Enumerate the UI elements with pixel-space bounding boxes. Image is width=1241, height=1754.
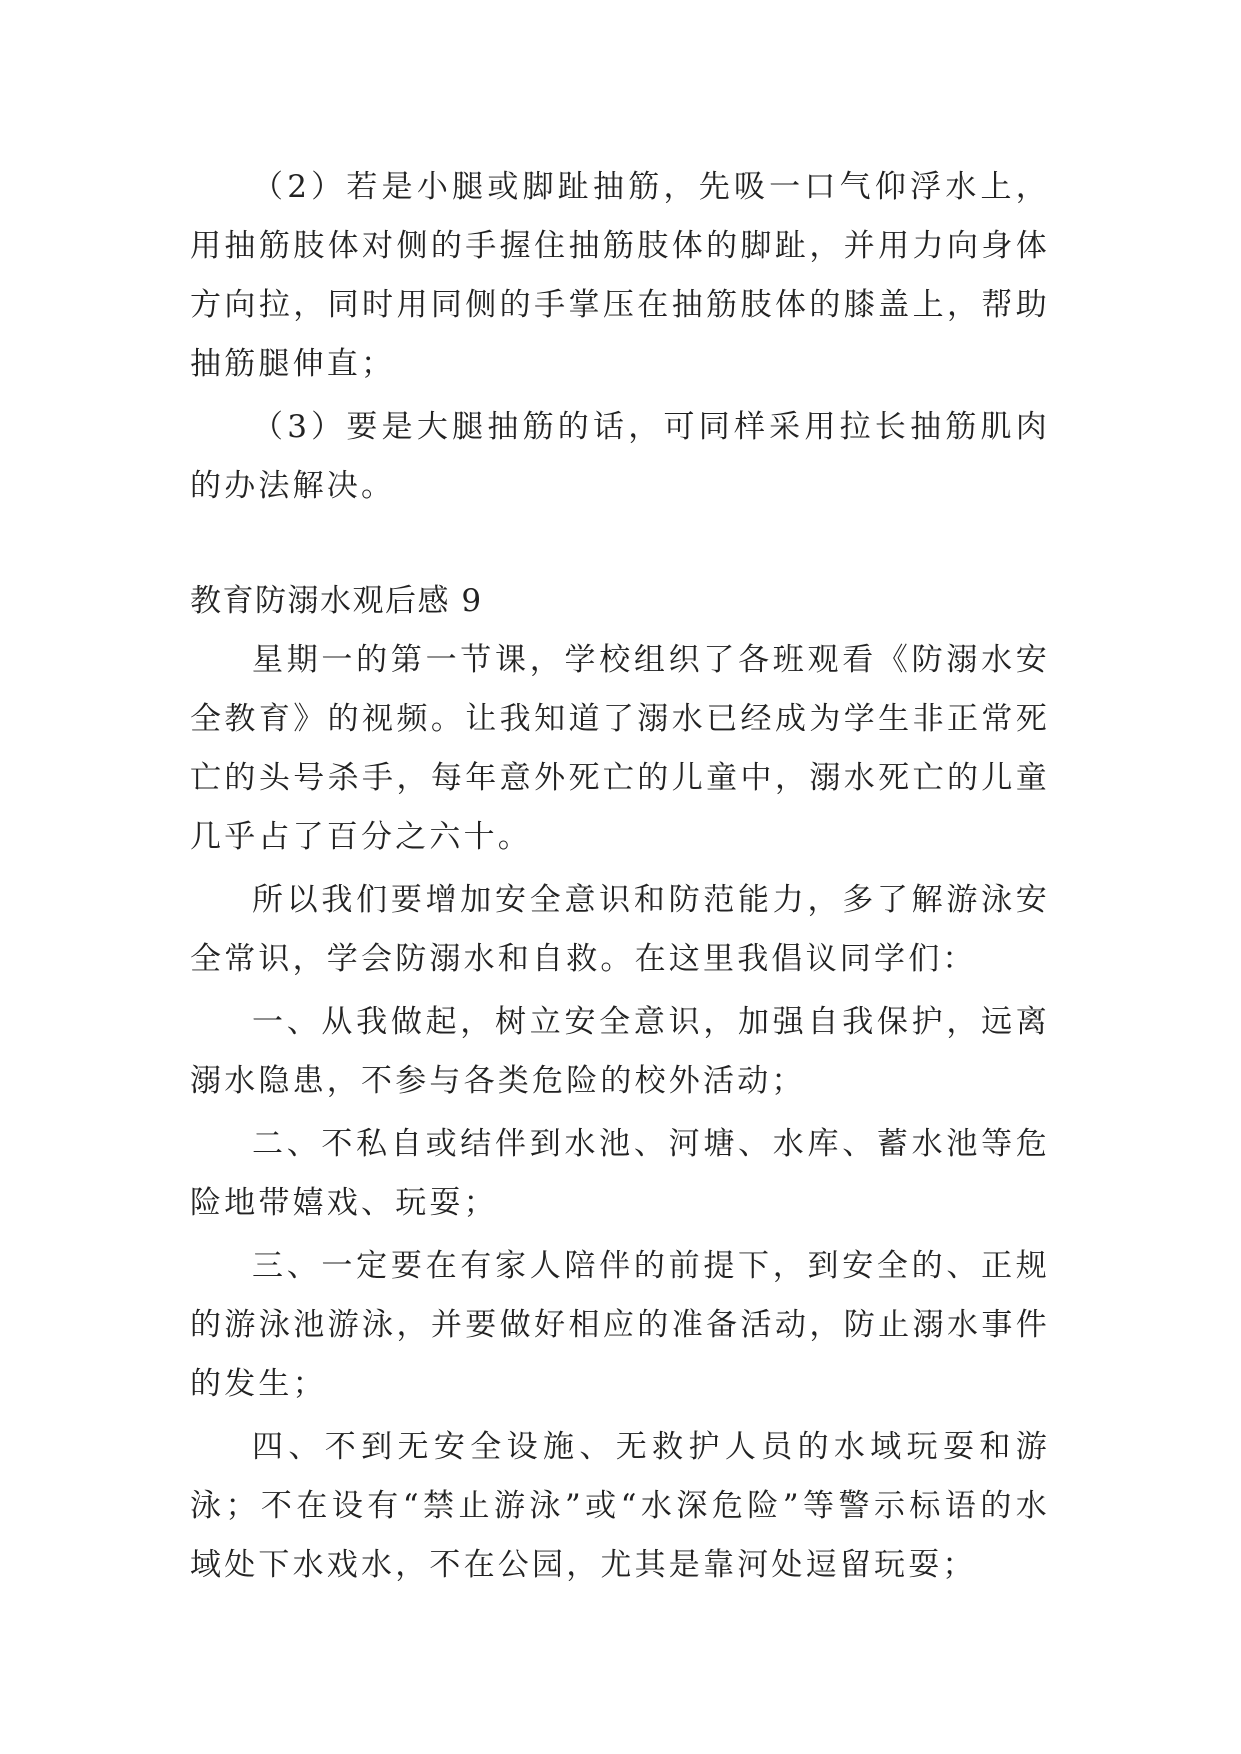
paragraph-item-4: 四、不到无安全设施、无救护人员的水域玩耍和游泳；不在设有“禁止游泳”或“水深危险”等警示标语的水域处下水戏水，不在公园，尤其是靠河处逗留玩耍； xyxy=(190,1429,1050,1583)
paragraph-intro: 星期一的第一节课，学校组织了各班观看《防溺水安全教育》的视频。让我知道了溺水已经成为学生非正常死亡的头号杀手，每年意外死亡的儿童中，溺水死亡的儿童几乎占了百分之六十。 xyxy=(190,642,1050,855)
paragraph-appeal: 所以我们要增加安全意识和防范能力，多了解游泳安全常识，学会防溺水和自救。在这里我倡议同学们： xyxy=(190,882,1050,977)
paragraph-item-2: 二、不私自或结伴到水池、河塘、水库、蓄水池等危险地带嬉戏、玩耍； xyxy=(190,1126,1050,1221)
paragraph-thigh-cramp: （3）要是大腿抽筋的话，可同样采用拉长抽筋肌肉的办法解决。 xyxy=(190,409,1050,504)
paragraph-leg-cramp: （2）若是小腿或脚趾抽筋，先吸一口气仰浮水上，用抽筋肢体对侧的手握住抽筋肢体的脚趾，并用力向身体方向拉，同时用同侧的手掌压在抽筋肢体的膝盖上，帮助抽筋腿伸直； xyxy=(190,169,1050,382)
document-body xyxy=(190,158,1050,1595)
paragraph-item-1: 一、从我做起，树立安全意识，加强自我保护，远离溺水隐患，不参与各类危险的校外活动； xyxy=(190,1004,1050,1099)
section-title: 教育防溺水观后感 9 xyxy=(190,583,483,619)
paragraph-item-3: 三、一定要在有家人陪伴的前提下，到安全的、正规的游泳池游泳，并要做好相应的准备活动，防止溺水事件的发生； xyxy=(190,1248,1050,1402)
